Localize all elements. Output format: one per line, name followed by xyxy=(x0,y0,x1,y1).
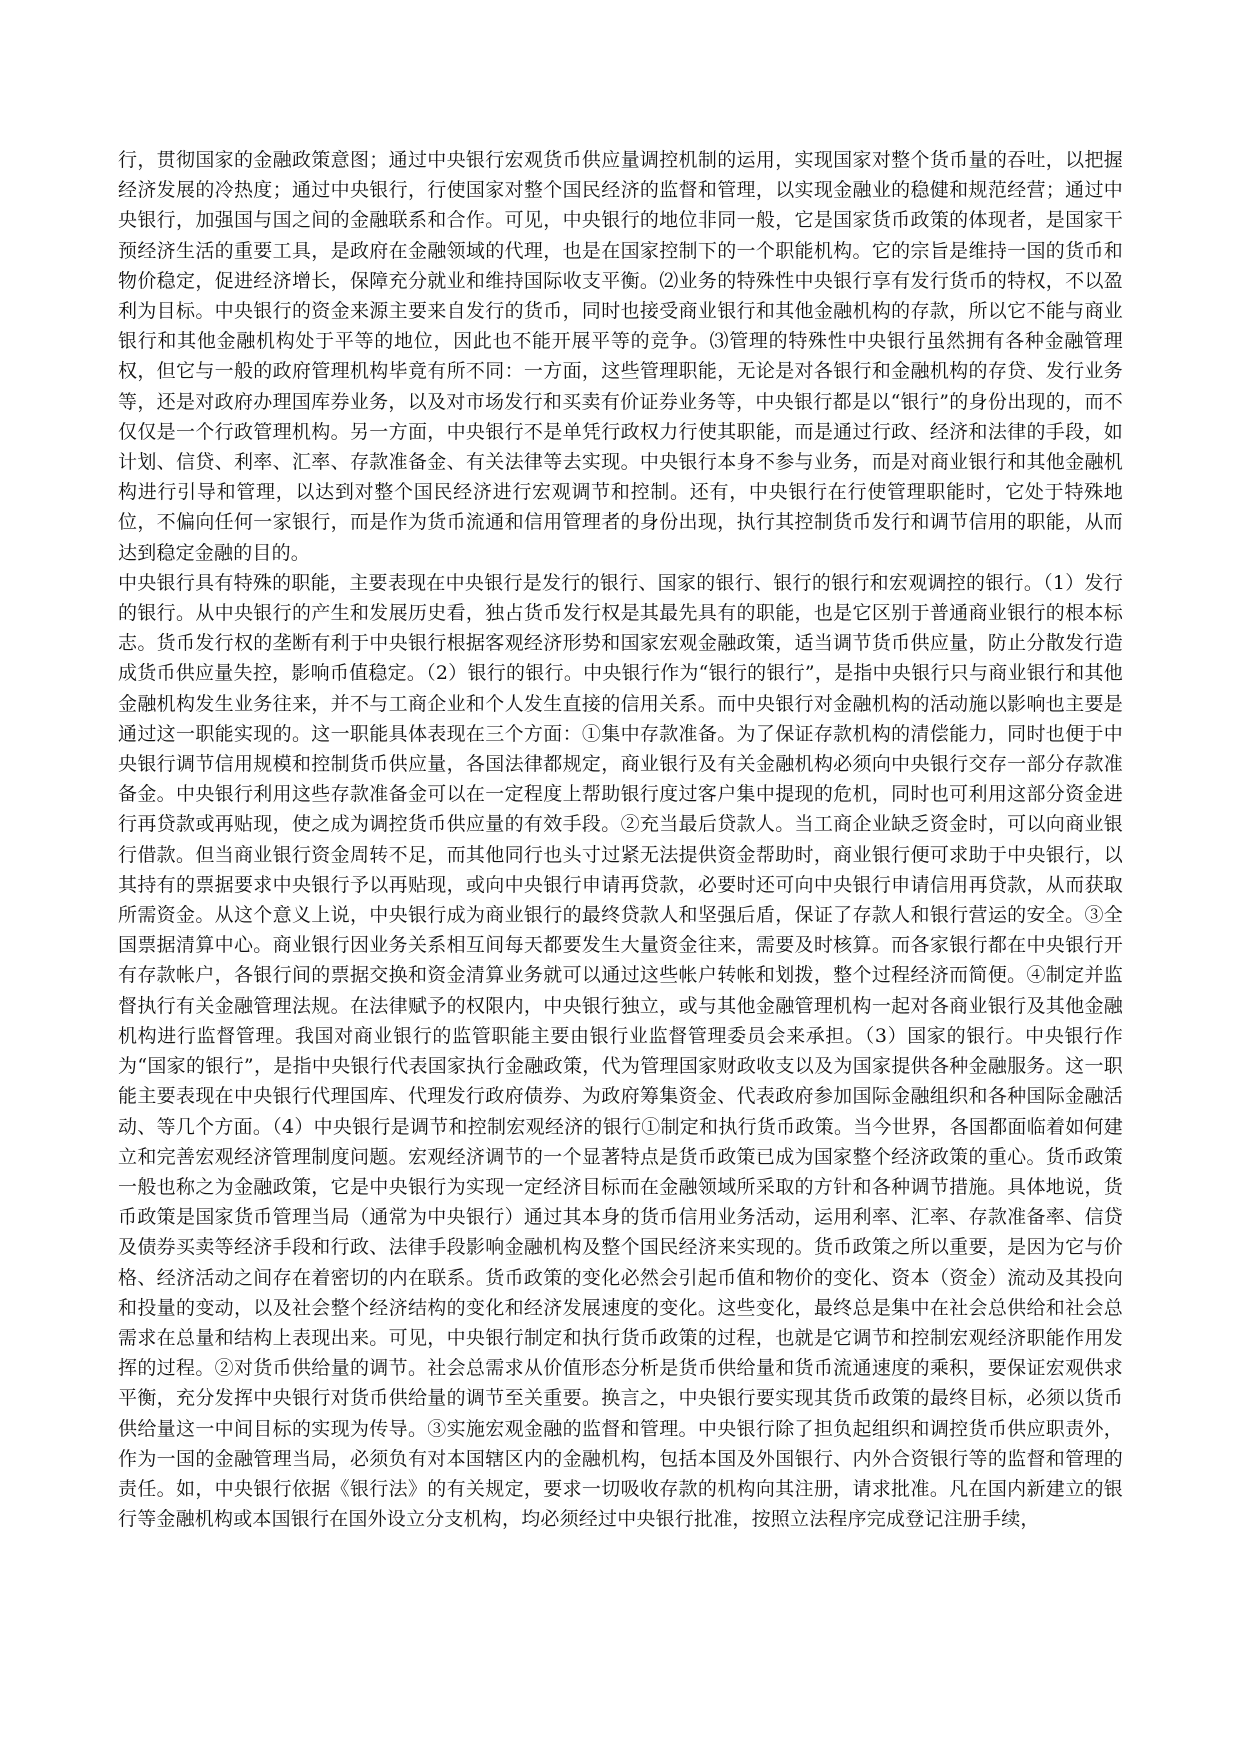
paragraph-central-bank-status: 行，贯彻国家的金融政策意图；通过中央银行宏观货币供应量调控机制的运用，实现国家对整个货币量的吞吐，以把握经济发展的冷热度；通过中央银行，行使国家对整个国民经济的监督和管理，以实现金融业的稳健和规范经营；通过中央银行，加强国与国之间的金融联系和合作。可见，中央银行的地位非同一般，它是国家货币政策的体现者，是国家干预经济生活的重要工具，是政府在金融领域的代理，也是在国家控制下的一个职能机构。它的宗旨是维持一国的货币和物价稳定，促进经济增长，保障充分就业和维持国际收支平衡。⑵业务的特殊性中央银行享有发行货币的特权，不以盈利为目标。中央银行的资金来源主要来自发行的货币，同时也接受商业银行和其他金融机构的存款，所以它不能与商业银行和其他金融机构处于平等的地位，因此也不能开展平等的竞争。⑶管理的特殊性中央银行虽然拥有各种金融管理权，但它与一般的政府管理机构毕竟有所不同：一方面，这些管理职能，无论是对各银行和金融机构的存贷、发行业务等，还是对政府办理国库券业务，以及对市场发行和买卖有价证券业务等，中央银行都是以“银行”的身份出现的，而不仅仅是一个行政管理机构。另一方面，中央银行不是单凭行政权力行使其职能，而是通过行政、经济和法律的手段，如计划、信贷、利率、汇率、存款准备金、有关法律等去实现。中央银行本身不参与业务，而是对商业银行和其他金融机构进行引导和管理，以达到对整个国民经济进行宏观调节和控制。还有，中央银行在行使管理职能时，它处于特殊地位，不偏向任何一家银行，而是作为货币流通和信用管理者的身份出现，执行其控制货币发行和调节信用的职能，从而达到稳定金融的目的。 xyxy=(118,149,1123,564)
paragraph-central-bank-functions: 中央银行具有特殊的职能，主要表现在中央银行是发行的银行、国家的银行、银行的银行和宏观调控的银行。（1）发行的银行。从中央银行的产生和发展历史看，独占货币发行权是其最先具有的职能，也是它区别于普通商业银行的根本标志。货币发行权的垄断有利于中央银行根据客观经济形势和国家宏观金融政策，适当调节货币供应量，防止分散发行造成货币供应量失控，影响币值稳定。（2）银行的银行。中央银行作为“银行的银行”，是指中央银行只与商业银行和其他金融机构发生业务往来，并不与工商企业和个人发生直接的信用关系。而中央银行对金融机构的活动施以影响也主要是通过这一职能实现的。这一职能具体表现在三个方面：①集中存款准备。为了保证存款机构的清偿能力，同时也便于中央银行调节信用规模和控制货币供应量，各国法律都规定，商业银行及有关金融机构必须向中央银行交存一部分存款准备金。中央银行利用这些存款准备金可以在一定程度上帮助银行度过客户集中提现的危机，同时也可利用这部分资金进行再贷款或再贴现，使之成为调控货币供应量的有效手段。②充当最后贷款人。当工商企业缺乏资金时，可以向商业银行借款。但当商业银行资金周转不足，而其他同行也头寸过紧无法提供资金帮助时，商业银行便可求助于中央银行，以其持有的票据要求中央银行予以再贴现，或向中央银行申请再贷款，必要时还可向中央银行申请信用再贷款，从而获取所需资金。从这个意义上说，中央银行成为商业银行的最终贷款人和坚强后盾，保证了存款人和银行营运的安全。③全国票据清算中心。商业银行因业务关系相互间每天都要发生大量资金往来，需要及时核算。而各家银行都在中央银行开有存款帐户，各银行间的票据交换和资金清算业务就可以通过这些帐户转帐和划拨，整个过程经济而简便。④制定并监督执行有关金融管理法规。在法律赋予的权限内，中央银行独立，或与其他金融管理机构一起对各商业银行及其他金融机构进行监督管理。我国对商业银行的监管职能主要由银行业监督管理委员会来承担。（3）国家的银行。中央银行作为“国家的银行”，是指中央银行代表国家执行金融政策，代为管理国家财政收支以及为国家提供各种金融服务。这一职能主要表现在中央银行代理国库、代理发行政府债券、为政府筹集资金、代表政府参加国际金融组织和各种国际金融活动、等几个方面。（4）中央银行是调节和控制宏观经济的银行①制定和执行货币政策。当今世界，各国都面临着如何建立和完善宏观经济管理制度问题。宏观经济调节的一个显著特点是货币政策已成为国家整个经济政策的重心。货币政策一般也称之为金融政策，它是中央银行为实现一定经济目标而在金融领域所采取的方针和各种调节措施。具体地说，货币政策是国家货币管理当局（通常为中央银行）通过其本身的货币信用业务活动，运用利率、汇率、存款准备率、信贷及债券买卖等经济手段和行政、法律手段影响金融机构及整个国民经济来实现的。货币政策之所以重要，是因为它与价格、经济活动之间存在着密切的内在联系。货币政策的变化必然会引起币值和物价的变化、资本（资金）流动及其投向和投量的变动，以及社会整个经济结构的变化和经济发展速度的变化。这些变化，最终总是集中在社会总供给和社会总需求在总量和结构上表现出来。可见，中央银行制定和执行货币政策的过程，也就是它调节和控制宏观经济职能作用发挥的过程。②对货币供给量的调节。社会总需求从价值形态分析是货币供给量和货币流通速度的乘积，要保证宏观供求平衡，充分发挥中央银行对货币供给量的调节至关重要。换言之，中央银行要实现其货币政策的最终目标，必须以货币供给量这一中间目标的实现为传导。③实施宏观金融的监督和管理。中央银行除了担负起组织和调控货币供应职责外，作为一国的金融管理当局，必须负有对本国辖区内的金融机构，包括本国及外国银行、内外合资银行等的监督和管理的责任。如，中央银行依据《银行法》的有关规定，要求一切吸收存款的机构向其注册，请求批准。凡在国内新建立的银行等金融机构或本国银行在国外设立分支机构，均必须经过中央银行批准，按照立法程序完成登记注册手续， xyxy=(118,571,1123,1531)
